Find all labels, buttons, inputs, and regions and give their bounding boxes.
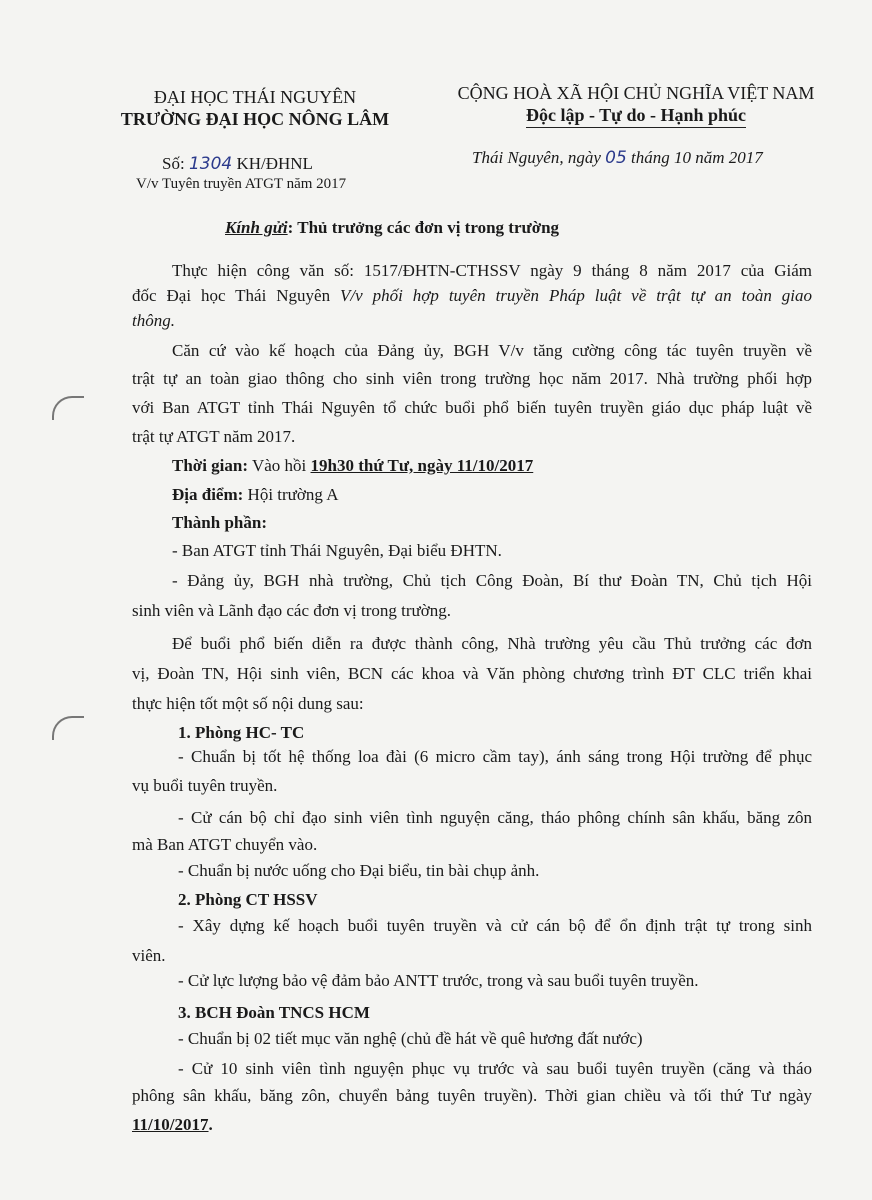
- handwritten-day: 05: [605, 148, 627, 168]
- members-heading: Thành phần:: [172, 513, 267, 532]
- nation-title: CỘNG HOÀ XÃ HỘI CHỦ NGHĨA VIỆT NAM: [457, 83, 815, 103]
- document-subject: V/v Tuyên truyền ATGT năm 2017: [136, 176, 347, 192]
- issuing-org: TRƯỜNG ĐẠI HỌC NÔNG LÂM: [120, 109, 390, 129]
- body-line: thông.: [132, 311, 175, 330]
- punch-hole-mark: [52, 396, 84, 420]
- body-line: thực hiện tốt một số nội dung sau:: [132, 694, 364, 713]
- body-line: mà Ban ATGT chuyển vào.: [132, 835, 318, 854]
- section-item: - Chuẩn bị tốt hệ thống loa đài (6 micro cầm tay), ánh sáng trong Hội trường để phục: [178, 747, 812, 766]
- punch-hole-mark: [52, 716, 84, 740]
- body-line: phông sân khấu, băng zôn, chuyển bảng tuyên truyền). Thời gian chiều và tối thứ Tư ngày: [132, 1086, 812, 1105]
- national-motto: Độc lập - Tự do - Hạnh phúc: [526, 104, 746, 128]
- section-title: 1. Phòng HC- TC: [178, 723, 305, 742]
- recipient-label: Kính gửi: [225, 218, 288, 237]
- section-item: - Cử cán bộ chỉ đạo sinh viên tình nguyện căng, tháo phông chính sân khấu, băng zôn: [178, 808, 812, 827]
- section-item: - Xây dựng kế hoạch buổi tuyên truyền và cử cán bộ để ổn định trật tự trong sinh: [178, 916, 812, 935]
- body-line: sinh viên và Lãnh đạo các đơn vị trong trường.: [132, 601, 451, 620]
- section-title: 2. Phòng CT HSSV: [178, 890, 318, 909]
- body-line: Thực hiện công văn số: 1517/ĐHTN-CTHSSV ngày 9 tháng 8 năm 2017 của Giám: [172, 261, 812, 280]
- document-number: Số: 1304 KH/ĐHNL: [162, 154, 313, 174]
- issuer-block: [120, 86, 390, 130]
- body-line: Để buổi phổ biến diễn ra được thành công, Nhà trường yêu cầu Thủ trưởng các đơn: [172, 634, 812, 653]
- members-item: - Ban ATGT tỉnh Thái Nguyên, Đại biểu ĐHTN.: [172, 541, 502, 560]
- event-time: Thời gian: Vào hồi 19h30 thứ Tư, ngày 11/10/2017: [172, 456, 534, 475]
- section-item: - Cử 10 sinh viên tình nguyện phục vụ trước và sau buổi tuyên truyền (căng và tháo: [178, 1059, 812, 1078]
- event-place: Địa điểm: Hội trường A: [172, 485, 339, 504]
- national-header: [446, 82, 826, 128]
- handwritten-number: 1304: [188, 154, 233, 174]
- section-item: - Cử lực lượng bảo vệ đảm bảo ANTT trước, trong và sau buổi tuyên truyền.: [178, 971, 699, 990]
- body-line: vị, Đoàn TN, Hội sinh viên, BCN các khoa và Văn phòng chương trình ĐT CLC triển khai: [132, 664, 812, 683]
- body-line: vụ buổi tuyên truyền.: [132, 776, 278, 795]
- body-line: đốc Đại học Thái Nguyên V/v phối hợp tuyên truyền Pháp luật về trật tự an toàn giao: [132, 286, 812, 305]
- body-line: với Ban ATGT tỉnh Thái Nguyên tổ chức buổi phổ biến tuyên truyền giáo dục pháp luật về: [132, 398, 812, 417]
- parent-org: ĐẠI HỌC THÁI NGUYÊN: [153, 87, 357, 107]
- date-line: Thái Nguyên, ngày 05 tháng 10 năm 2017: [472, 148, 763, 168]
- body-line: Căn cứ vào kế hoạch của Đảng ủy, BGH V/v tăng cường công tác tuyên truyền về: [172, 341, 812, 360]
- section-item: - Chuẩn bị nước uống cho Đại biểu, tin bài chụp ảnh.: [178, 861, 540, 880]
- section-title: 3. BCH Đoàn TNCS HCM: [178, 1003, 370, 1022]
- members-item: - Đảng ủy, BGH nhà trường, Chủ tịch Công Đoàn, Bí thư Đoàn TN, Chủ tịch Hội: [172, 571, 812, 590]
- recipient-value: Thủ trưởng các đơn vị trong trường: [297, 218, 560, 237]
- body-line: trật tự an toàn giao thông cho sinh viên trong trường học năm 2017. Nhà trường phối hợp: [132, 369, 812, 388]
- body-line: viên.: [132, 946, 166, 965]
- section-item: - Chuẩn bị 02 tiết mục văn nghệ (chủ đề hát về quê hương đất nước): [178, 1029, 643, 1048]
- body-line: 11/10/2017.: [132, 1115, 213, 1134]
- body-line: trật tự ATGT năm 2017.: [132, 427, 296, 446]
- recipient-line: Kính gửi: Thủ trưởng các đơn vị trong trường: [225, 218, 560, 237]
